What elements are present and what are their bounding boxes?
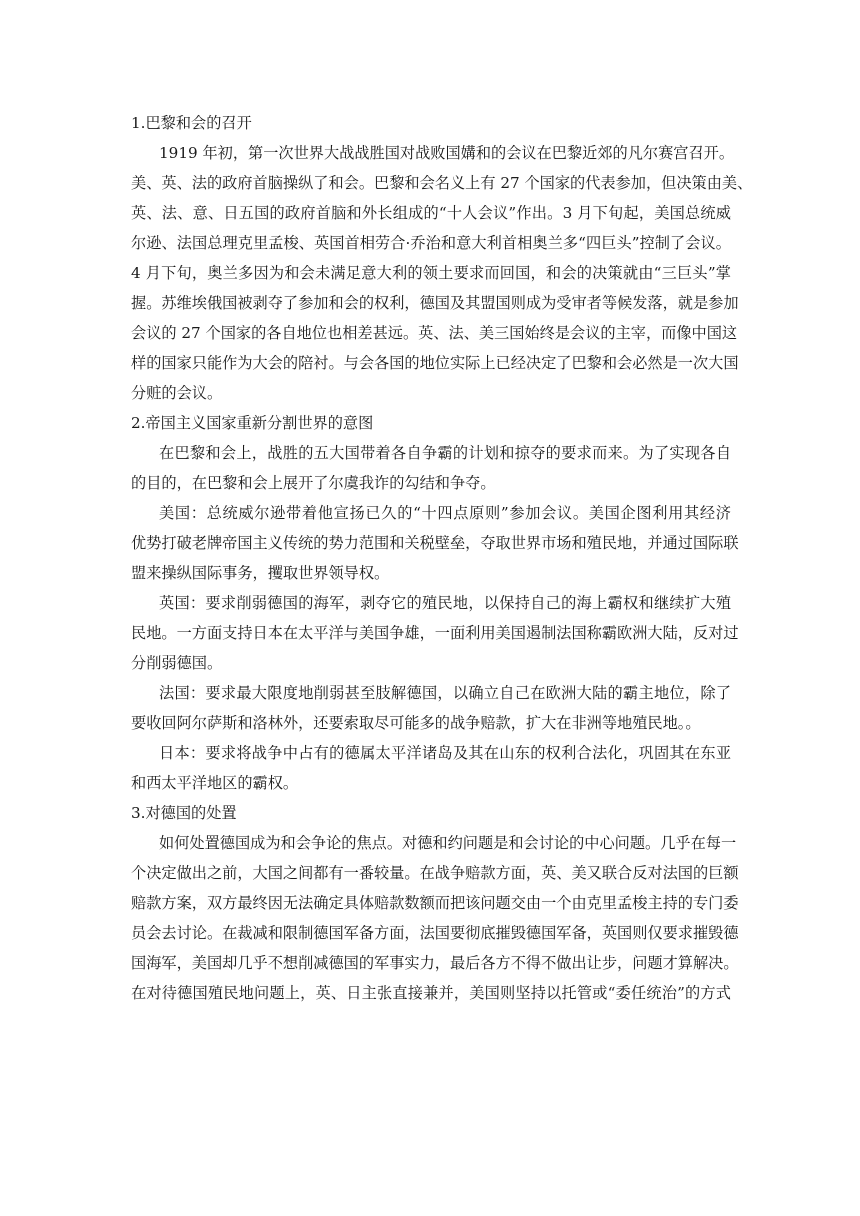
paragraph-usa	[131, 498, 739, 588]
text-line: 民地。一方面支持日本在太平洋与美国争雄，一面利用美国遏制法国称霸欧洲大陆，反对过	[131, 624, 739, 642]
text-line: 如何处置德国成为和会争论的焦点。对德和约问题是和会讨论的中心问题。几乎在每一	[159, 834, 737, 852]
text-line: 美国：总统威尔逊带着他宣扬已久的“十四点原则”参加会议。美国企图利用其经济	[159, 504, 731, 522]
paragraph-france	[131, 678, 731, 738]
text-line: 握。苏维埃俄国被剥夺了参加和会的权利，德国及其盟国则成为受审者等候发落，就是参加	[131, 294, 739, 312]
section-heading: 2.帝国主义国家重新分割世界的意图	[131, 414, 374, 432]
text-line: 英、法、意、日五国的政府首脑和外长组成的“十人会议”作出。3 月下旬起，美国总统威	[131, 204, 731, 222]
text-line: 员会去讨论。在裁减和限制德国军备方面，法国要彻底摧毁德国军备，英国则仅要求摧毁德	[131, 924, 739, 942]
text-line: 分削弱德国。	[131, 654, 223, 672]
text-line: 日本：要求将战争中占有的德属太平洋诸岛及其在山东的权利合法化，巩固其在东亚	[159, 744, 731, 762]
section-heading: 1.巴黎和会的召开	[131, 114, 252, 132]
text-line: 样的国家只能作为大会的陪衬。与会各国的地位实际上已经决定了巴黎和会必然是一次大国	[131, 354, 739, 372]
text-line: 英国：要求削弱德国的海军，剥夺它的殖民地，以保持自己的海上霸权和继续扩大殖	[159, 594, 731, 612]
text-line: 在巴黎和会上，战胜的五大国带着各自争霸的计划和掠夺的要求而来。为了实现各自	[159, 444, 731, 462]
text-line: 优势打破老牌帝国主义传统的势力范围和关税壁垒，夺取世界市场和殖民地，并通过国际联	[131, 534, 739, 552]
text-line: 个决定做出之前，大国之间都有一番较量。在战争赔款方面，英、美又联合反对法国的巨额	[131, 864, 739, 882]
text-line: 在对待德国殖民地问题上，英、日主张直接兼并，美国则坚持以托管或“委任统治”的方式	[131, 984, 731, 1002]
paragraph-japan	[131, 738, 731, 798]
paragraph	[131, 828, 739, 1008]
text-line: 分赃的会议。	[131, 384, 223, 402]
text-line: 美、英、法的政府首脑操纵了和会。巴黎和会名义上有 27 个国家的代表参加，但决策由美、	[131, 174, 753, 192]
text-line: 法国：要求最大限度地削弱甚至肢解德国，以确立自己在欧洲大陆的霸主地位，除了	[159, 684, 731, 702]
paragraph	[131, 438, 731, 498]
text-line: 尔逊、法国总理克里孟梭、英国首相劳合·乔治和意大利首相奥兰多“四巨头”控制了会议。	[131, 234, 731, 252]
text-line: 盟来操纵国际事务，攫取世界领导权。	[131, 564, 390, 582]
text-line: 要收回阿尔萨斯和洛林外，还要索取尽可能多的战争赔款，扩大在非洲等地殖民地。。	[131, 714, 701, 732]
paragraph-uk	[131, 588, 739, 678]
text-line: 1919 年初，第一次世界大战战胜国对战败国媾和的会议在巴黎近郊的凡尔赛宫召开。	[159, 144, 735, 162]
text-line: 4 月下旬，奥兰多因为和会未满足意大利的领土要求而回国，和会的决策就由“三巨头”掌	[131, 264, 731, 282]
text-line: 国海军，美国却几乎不想削减德国的军事实力，最后各方不得不做出让步，问题才算解决。	[131, 954, 739, 972]
document-page	[131, 108, 753, 1008]
text-line: 赔款方案，双方最终因无法确定具体赔款数额而把该问题交由一个由克里孟梭主持的专门委	[131, 894, 739, 912]
section-heading: 3.对德国的处置	[131, 804, 237, 822]
paragraph	[131, 138, 753, 408]
text-line: 的目的，在巴黎和会上展开了尔虞我诈的勾结和争夺。	[131, 474, 496, 492]
text-line: 和西太平洋地区的霸权。	[131, 774, 299, 792]
text-line: 会议的 27 个国家的各自地位也相差甚远。英、法、美三国始终是会议的主宰，而像中国这	[131, 324, 738, 342]
